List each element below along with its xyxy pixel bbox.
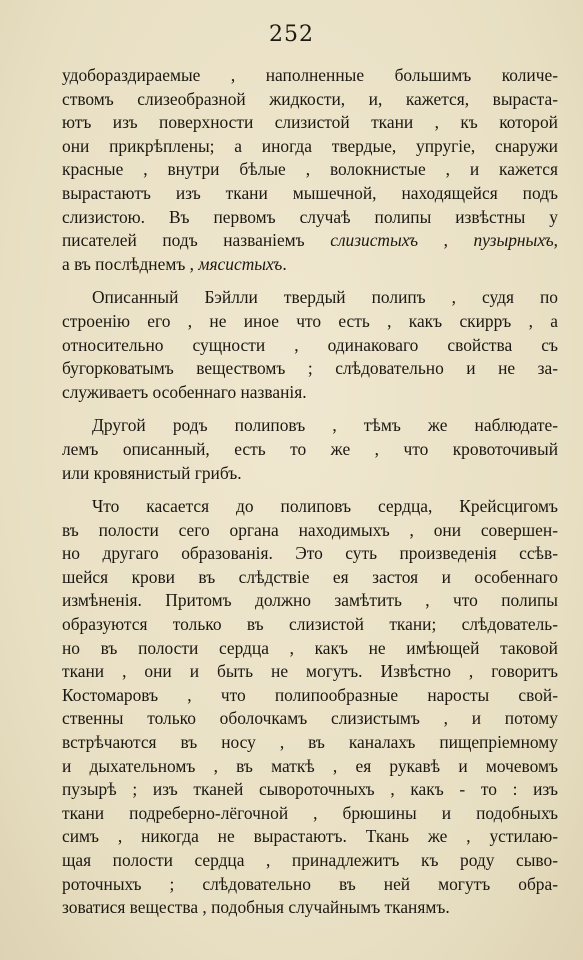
italic-term: пузырныхъ [473,230,554,251]
line-text: Что касается до полиповъ сердца, Крейсцигомъ [92,496,558,517]
line-text: а въ послѣднемъ , [62,253,199,274]
text-line [62,111,558,135]
line-text: Костомаровъ , что полипообразные наросты свой- [62,684,558,705]
text-line [62,334,558,358]
text-line [62,589,558,613]
paragraph [62,64,558,276]
italic-term: мясистыхъ [198,253,283,274]
line-text: шейся крови въ слѣдствіе ея застоя и особеннаго [62,566,558,587]
line-text: строенію его , не иное что есть , какъ скирръ , а [62,310,558,331]
page-number: 252 [269,22,314,47]
body-text [62,64,558,920]
text-line [62,637,558,661]
line-text: Описанный Бэйлли твердый полипъ , судя по [92,287,558,308]
text-line [62,229,558,253]
line-text: относительно сущности , одинаковаго свойства съ [62,334,558,355]
line-text: вырастаютъ изъ ткани мышечной, находящейся подъ [62,182,558,203]
line-text: , [553,230,559,251]
line-text: ственны только оболочкамъ слизистымъ , и потому [62,708,558,729]
text-line [62,286,558,310]
line-text: но въ полости сердца , какъ не имѣющей таковой [62,637,558,658]
line-text: лемъ описанный, есть то же , что кровоточивый [62,438,558,459]
line-text: . [282,253,287,274]
line-text: но другаго образованія. Это суть произведенія ссѣв- [62,543,558,564]
line-text: ствомъ слизеобразной жидкости, и, кажется, выраста- [62,88,558,109]
text-line [62,613,558,637]
line-text: ютъ изъ поверхности слизистой ткани , къ которой [62,112,558,133]
text-line [62,88,558,112]
line-text: щая полости сердца , принадлежитъ къ роду сыво- [62,850,558,870]
line-text: въ полости сего органа находимыхъ , они совершен- [62,519,558,540]
line-text: Другой родъ полиповъ , тѣмъ же наблюдате- [92,415,558,436]
text-line [62,707,558,731]
text-line [62,802,558,826]
line-text: образуются только въ слизистой ткани; слѣдователь- [62,614,558,635]
line-text: и дыхательномъ , въ маткѣ , ея рукавѣ и мочевомъ [62,755,558,776]
line-text: роточныхъ ; слѣдовательно въ ней могутъ обра- [62,873,558,894]
line-text: ткани , они и быть не могутъ. Извѣстно , говоритъ [62,661,558,682]
text-line [62,182,558,206]
text-line [62,849,558,873]
paragraph [62,286,558,404]
line-text: или кровянистый грибъ. [62,462,242,483]
line-text: удобораздираемые , наполненные большимъ количе- [62,65,558,85]
text-line [62,519,558,543]
text-line [62,542,558,566]
text-line [62,135,558,159]
text-line [62,755,558,779]
line-text: симъ , никогда не вырастаютъ. Ткань же , устилаю- [62,826,558,847]
text-line [62,684,558,708]
text-line [62,896,558,920]
text-line [62,158,558,182]
text-line [62,438,558,462]
text-line [62,414,558,438]
line-text: они прикрѣплены; а иногда твердые, упругіе, снаружи [62,135,558,156]
line-text: встрѣчаются въ носу , въ каналахъ пищепріемному [62,732,558,753]
text-line [62,357,558,381]
line-text: бугорковатымъ веществомъ ; слѣдовательно и не за- [62,358,558,379]
line-text: зоватися вещества , подобныя случайнымъ тканямъ. [62,897,450,918]
line-text: пузырѣ ; изъ тканей сывороточныхъ , какъ - то : изъ [62,779,558,800]
paragraph [62,414,558,485]
line-text: красные , внутри бѣлые , волокнистые , и кажется [62,159,558,180]
text-line [62,731,558,755]
text-line [62,310,558,334]
text-line [62,825,558,849]
line-text: измѣненія. Притомъ должно замѣтить , что полипы [62,590,558,611]
text-line [62,660,558,684]
text-line [62,253,558,277]
text-line [62,64,558,88]
paragraph [62,495,558,920]
line-text: слизистою. Въ первомъ случаѣ полипы извѣстны у [62,206,558,227]
text-line [62,873,558,897]
line-text: писателей подъ названіемъ [62,230,331,251]
line-text: служиваетъ особеннаго названія. [62,381,307,402]
text-line [62,381,558,405]
text-line [62,206,558,230]
text-line [62,778,558,802]
line-text: , [418,230,474,251]
line-text: ткани подреберно-лёгочной , брюшины и подобныхъ [62,802,558,823]
text-line [62,495,558,519]
text-line [62,566,558,590]
text-line [62,462,558,486]
italic-term: слизистыхъ [330,230,419,251]
